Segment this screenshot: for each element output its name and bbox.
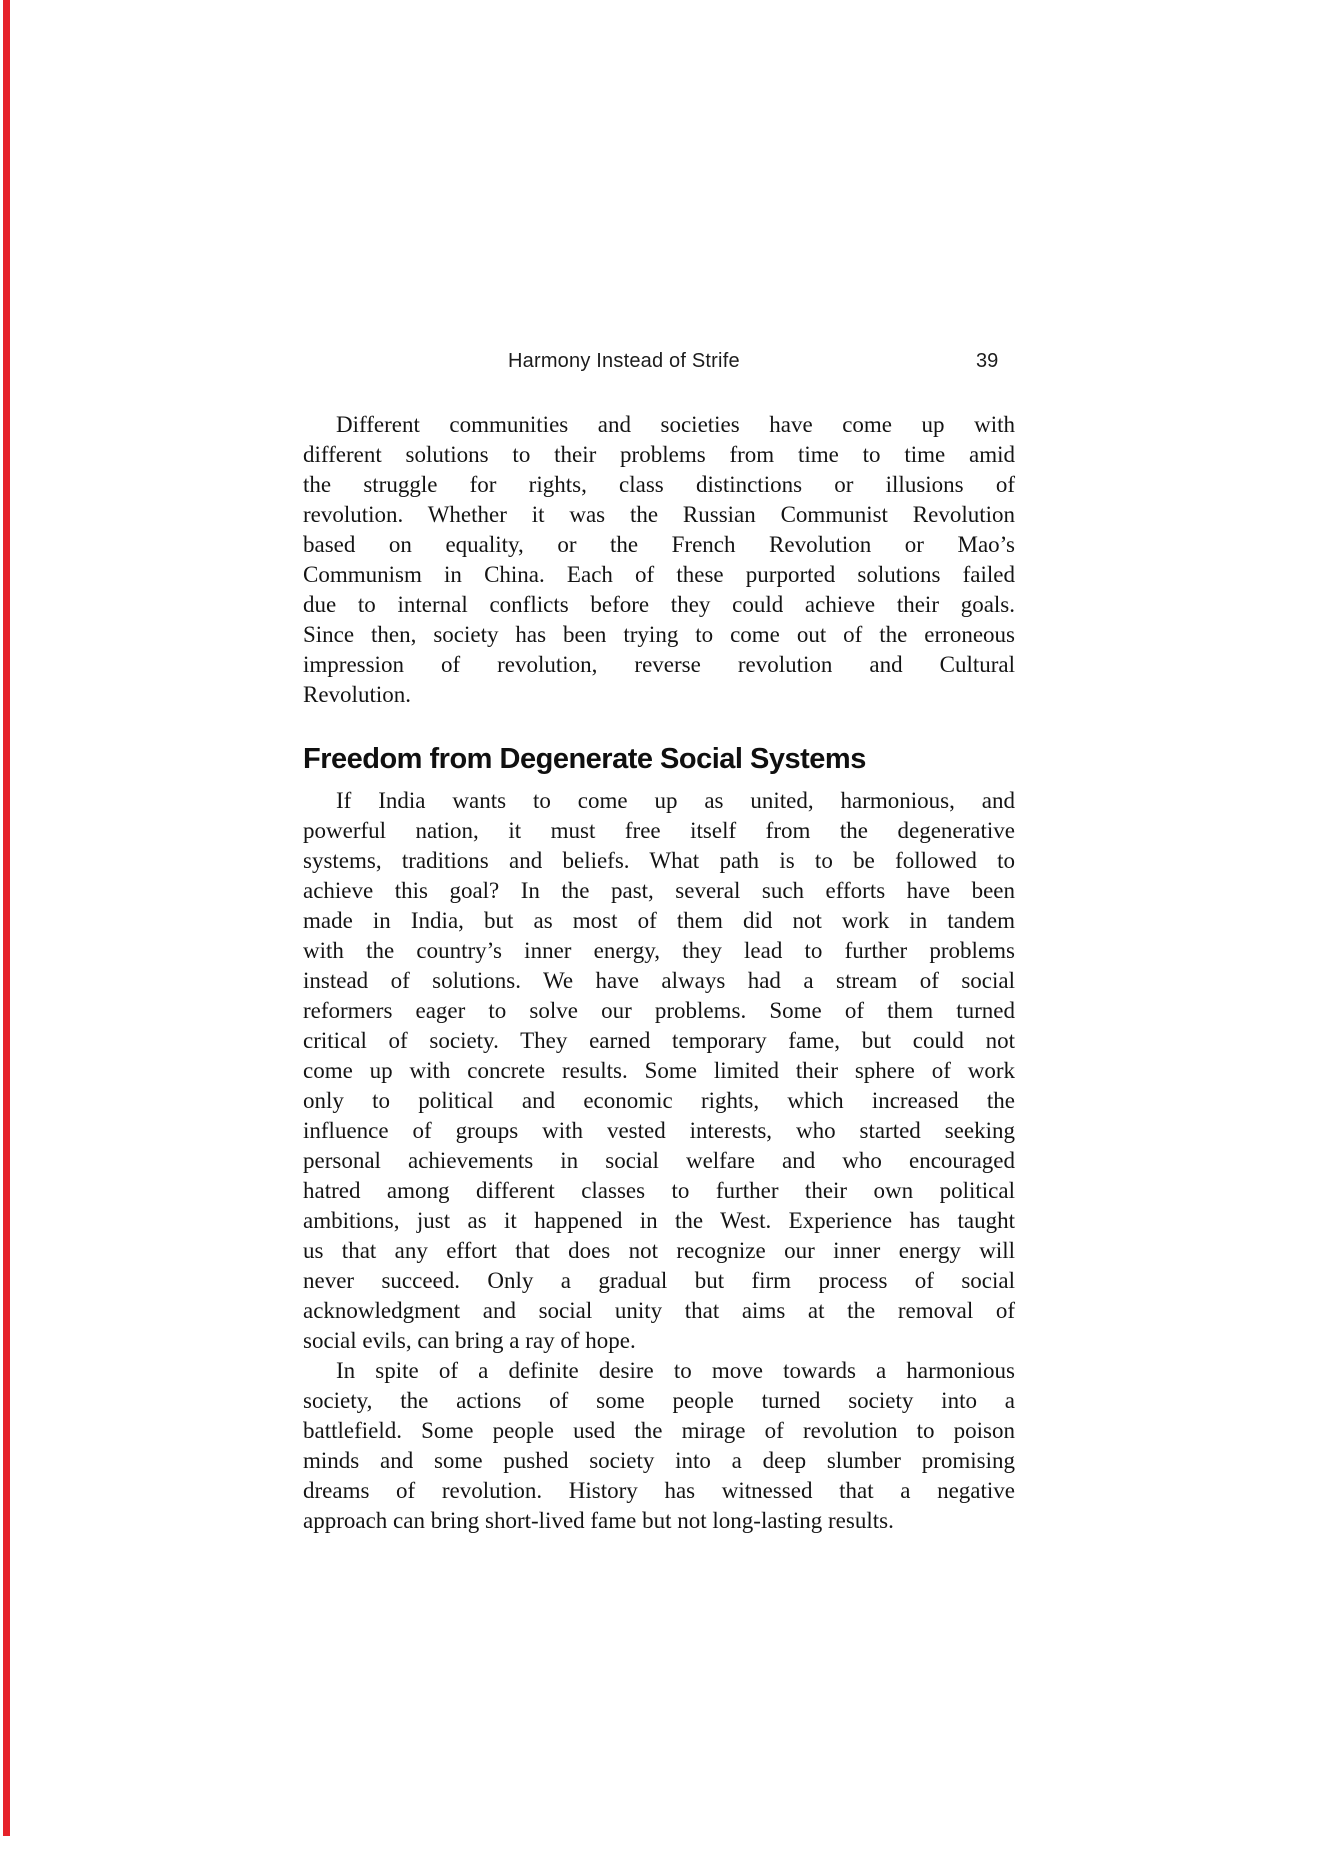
text-line: Since then, society has been trying to come out of the erroneous	[303, 622, 1015, 647]
text-line: social evils, can bring a ray of hope.	[303, 1328, 636, 1353]
text-line: based on equality, or the French Revolution or Mao’s	[303, 532, 1015, 557]
page-number: 39	[976, 350, 999, 372]
text-line: instead of solutions. We have always had a stream of social	[303, 968, 1015, 993]
text-line: minds and some pushed society into a deep slumber promising	[303, 1448, 1015, 1473]
text-line: impression of revolution, reverse revolution and Cultural	[303, 652, 1015, 677]
running-header-title: Harmony Instead of Strife	[508, 350, 740, 372]
paragraph-1	[303, 410, 1015, 710]
page-body	[303, 410, 1015, 1536]
text-line: revolution. Whether it was the Russian Communist Revolution	[303, 502, 1015, 527]
paragraph-2	[303, 786, 1015, 1356]
text-line: different solutions to their problems from time to time amid	[303, 442, 1015, 467]
text-line: due to internal conflicts before they could achieve their goals.	[303, 592, 1015, 617]
section-heading: Freedom from Degenerate Social Systems	[303, 743, 866, 775]
text-line: made in India, but as most of them did not work in tandem	[303, 908, 1015, 933]
text-line: never succeed. Only a gradual but firm process of social	[303, 1268, 1015, 1293]
text-line: acknowledgment and social unity that aims at the removal of	[303, 1298, 1015, 1323]
text-line: reformers eager to solve our problems. Some of them turned	[303, 998, 1015, 1023]
text-line: the struggle for rights, class distinctions or illusions of	[303, 472, 1015, 497]
text-line: come up with concrete results. Some limited their sphere of work	[303, 1058, 1015, 1083]
scan-edge-red-line	[3, 0, 10, 1836]
text-line: Revolution.	[303, 682, 411, 707]
text-line: powerful nation, it must free itself from the degenerative	[303, 818, 1015, 843]
text-line: approach can bring short-lived fame but not long-lasting results.	[303, 1508, 894, 1533]
text-line: society, the actions of some people turned society into a	[303, 1388, 1015, 1413]
text-line: hatred among different classes to further their own political	[303, 1178, 1015, 1203]
text-line: only to political and economic rights, which increased the	[303, 1088, 1015, 1113]
text-line: critical of society. They earned temporary fame, but could not	[303, 1028, 1015, 1053]
text-line: us that any effort that does not recognize our inner energy will	[303, 1238, 1015, 1263]
text-line: with the country’s inner energy, they lead to further problems	[303, 938, 1015, 963]
text-line: battlefield. Some people used the mirage of revolution to poison	[303, 1418, 1015, 1443]
text-line: If India wants to come up as united, harmonious, and	[336, 788, 1015, 813]
text-line: Different communities and societies have come up with	[336, 412, 1015, 437]
text-line: systems, traditions and beliefs. What path is to be followed to	[303, 848, 1015, 873]
text-line: ambitions, just as it happened in the West. Experience has taught	[303, 1208, 1015, 1233]
text-line: dreams of revolution. History has witnessed that a negative	[303, 1478, 1015, 1503]
paragraph-3	[303, 1356, 1015, 1536]
text-line: personal achievements in social welfare and who encouraged	[303, 1148, 1015, 1173]
text-line: achieve this goal? In the past, several such efforts have been	[303, 878, 1015, 903]
text-line: Communism in China. Each of these purported solutions failed	[303, 562, 1015, 587]
text-line: In spite of a definite desire to move towards a harmonious	[336, 1358, 1015, 1383]
text-line: influence of groups with vested interests, who started seeking	[303, 1118, 1015, 1143]
